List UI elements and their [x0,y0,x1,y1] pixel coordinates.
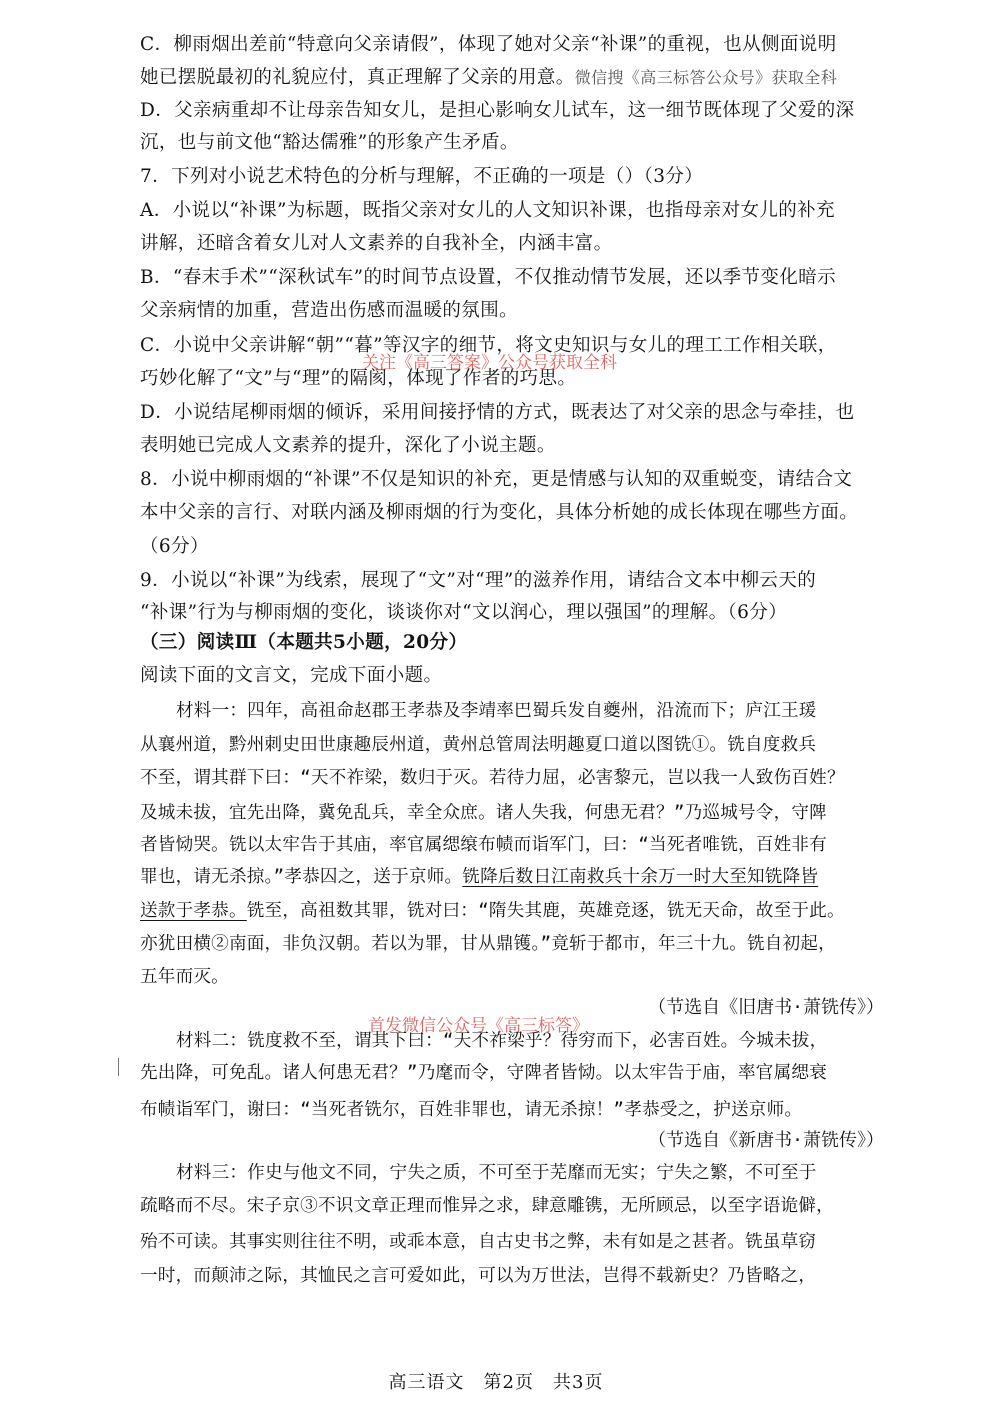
material1-line-3: 不至，谓其群下曰：“天不祚梁，数归于灭。若待力屈，必害黎元，岂以我一人致伤百姓？ [140,768,845,788]
section-heading: （三）阅读Ⅲ（本题共5小题，20分） [140,632,468,653]
option-c-line-2: 她已摆脱最初的礼貌应付，真正理解了父亲的用意。微信搜《高三标答公众号》获取全科 [140,67,838,88]
material1-line-8: 亦犹田横②南面，非负汉朝。若以为罪，甘从鼎镬。”竟斩于都市，年三十九。铣自初起， [140,934,836,954]
q7-option-b-line-2: 父亲病情的加重，营造出伤感而温暖的氛围。 [140,300,519,321]
section-instruction: 阅读下面的文言文，完成下面小题。 [140,665,443,686]
option-d-line-2: 沉，也与前文他“豁达儒雅”的形象产生矛盾。 [140,132,519,153]
q7-option-c-line-2: 巧妙化解了“文”与“理”的隔阂，体现了作者的巧思。 [140,368,577,389]
question-9-line-1: 9．小说以“补课”为线索，展现了“文”对“理”的滋养作用，请结合文本中柳云天的 [140,570,817,591]
material1-line-4: 及城未拔，宜先出降，冀免乱兵，幸全众庶。诸人失我，何患无君？”乃巡城号令，守陴 [140,803,827,823]
page-footer: 高三语文 第2页 共3页 [388,1372,604,1393]
question-8-line-2: 本中父亲的言行、对联内涵及柳雨烟的行为变化，具体分析她的成长体现在哪些方面。 [140,502,859,523]
material1-line-7: 送款于孝恭。铣至，高祖数其罪，铣对曰：“隋失其鹿，英雄竞逐，铣无天命，故至于此。 [140,901,845,921]
material1-line-9: 五年而灭。 [140,967,229,987]
underlined-sentence-part-1: 铣降后数日江南救兵十余万一时大至知铣降皆 [462,867,819,887]
watermark-2: 首发微信公众号《高三标答》 [368,1016,589,1036]
material2-line-3: 布帻诣军门，谢曰：“当死者铣尔，百姓非罪也，请无杀掠！”孝恭受之，护送京师。 [140,1100,803,1120]
watermark-1: 关注《高三答案》公众号获取全科 [362,353,617,373]
q7-option-d-line-1: D．小说结尾柳雨烟的倾诉，采用间接抒情的方式，既表达了对父亲的思念与牵挂，也 [140,402,855,423]
watermark-inline: 微信搜《高三标答公众号》获取全科 [574,68,838,87]
question-7: 7．下列对小说艺术特色的分析与理解，不正确的一项是（）（3分） [140,166,704,187]
source-citation-2: （节选自《新唐书·萧铣传》） [648,1130,884,1151]
material3-line-1: 材料三：作史与他文不同，宁失之质，不可至于芜靡而无实；宁失之繁，不可至于 [176,1163,817,1183]
material2-line-1: 材料二：铣度救不至，谓其下曰：“天不祚梁乎？待穷而下，必害百姓。今城未拔， [176,1031,828,1051]
q7-option-a-line-2: 讲解，还暗含着女儿对人文素养的自我补全，内涵丰富。 [140,233,613,254]
margin-mark [118,1058,119,1076]
question-9-line-2: “补课”行为与柳雨烟的变化，谈谈你对“文以润心，理以强国”的理解。（6分） [140,602,788,623]
material1-line-6: 罪也，请无杀掠。”孝恭囚之，送于京师。铣降后数日江南救兵十余万一时大至知铣降皆 [140,867,819,887]
q7-option-a-line-1: A．小说以“补课”为标题，既指父亲对女儿的人文知识补课，也指母亲对女儿的补充 [140,200,835,221]
material2-line-2: 先出降，可免乱。诸人何患无君？”乃麾而令，守陴者皆恸。以太牢告于庙，率官属缌衰 [140,1063,827,1083]
material1-line-2: 从襄州道，黔州刺史田世康趣辰州道，黄州总管周法明趣夏口道以图铣①。铣自度救兵 [140,735,817,755]
underlined-sentence-part-2: 送款于孝恭。 [140,901,247,921]
option-d-line-1: D．父亲病重却不让母亲告知女儿，是担心影响女儿试车，这一细节既体现了父爱的深 [140,100,855,121]
material1-line-5: 者皆恸哭。铣以太牢告于其庙，率官属缌缞布帻而诣军门，曰：“当死者唯铣，百姓非有 [140,835,827,855]
question-8-line-1: 8．小说中柳雨烟的“补课”不仅是知识的补充，更是情感与认知的双重蜕变，请结合文 [140,469,853,490]
q7-option-d-line-2: 表明她已完成人文素养的提升，深化了小说主题。 [140,435,556,456]
option-c-line-1: C．柳雨烟出差前“特意向父亲请假”，体现了她对父亲“补课”的重视，也从侧面说明 [140,34,837,55]
source-citation-1: （节选自《旧唐书·萧铣传》） [648,997,884,1018]
material1-line-1: 材料一：四年，高祖命赵郡王孝恭及李靖率巴蜀兵发自夔州，沿流而下；庐江王瑗 [176,701,817,721]
material3-line-2: 疏略而不尽。宋子京③不识文章正理而惟异之求，肆意雕镌，无所顾忌，以至字语诡僻， [140,1196,834,1216]
q7-option-b-line-1: B．“春末手术”“深秋试车”的时间节点设置，不仅推动情节发展，还以季节变化暗示 [140,267,837,288]
material3-line-3: 殆不可读。其事实则往往不明，或乖本意，自古史书之弊，未有如是之甚者。铣虽草窃 [140,1232,817,1252]
material3-line-4: 一时，而颠沛之际，其恤民之言可爱如此，可以为万世法，岂得不载新史？乃皆略之， [140,1266,817,1286]
question-8-line-3: （6分） [140,536,209,557]
q7-option-c-line-1: C．小说中父亲讲解“朝”“暮”等汉字的细节，将文史知识与女儿的理工工作相关联， [140,335,837,356]
